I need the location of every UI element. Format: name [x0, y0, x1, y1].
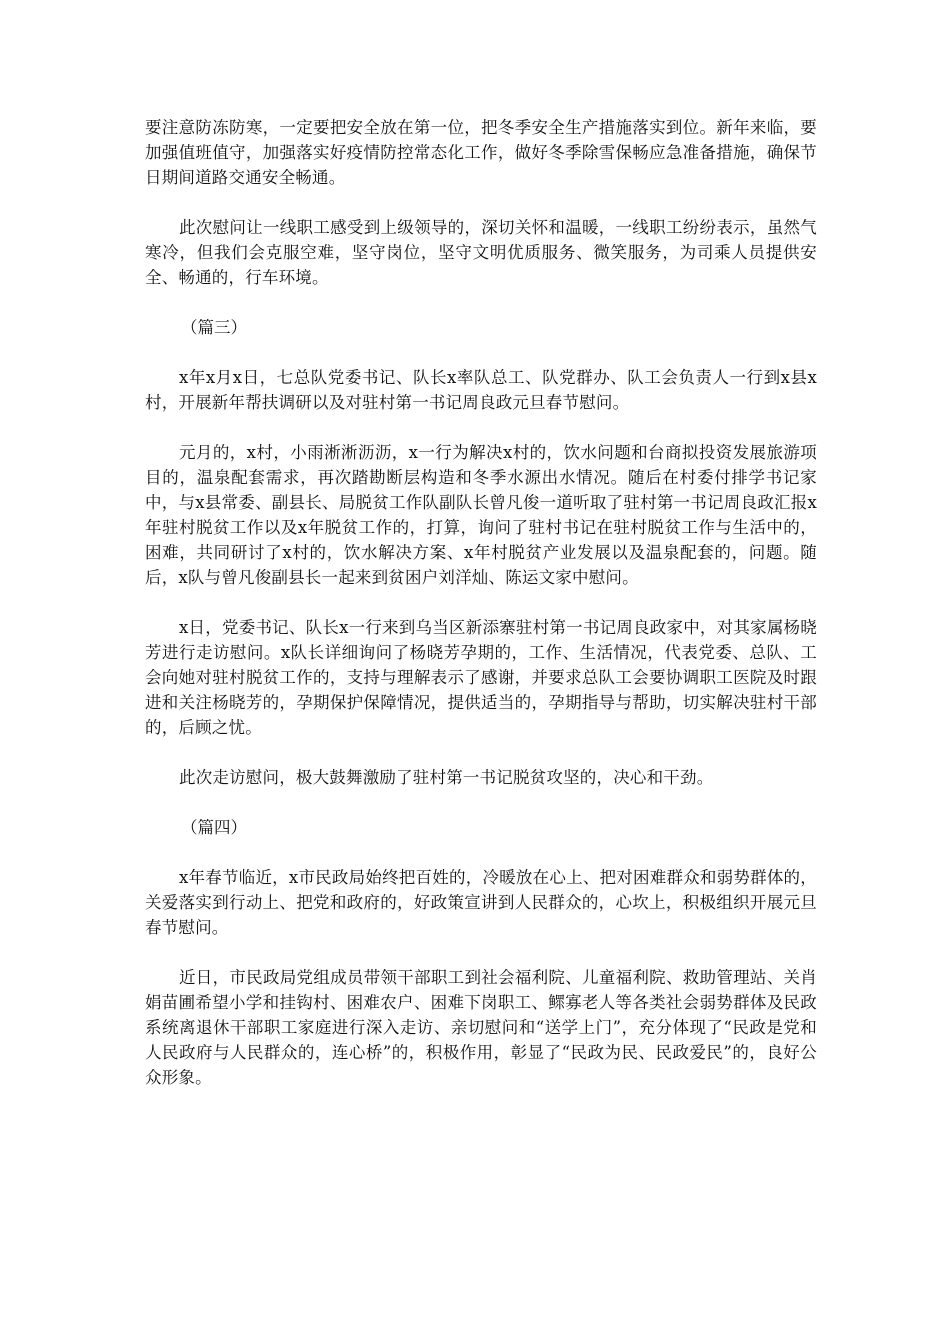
paragraph-gap	[145, 190, 817, 215]
paragraph-gap	[145, 840, 817, 865]
paragraph-gap	[145, 940, 817, 965]
paragraph: 近日，市民政局党组成员带领干部职工到社会福利院、儿童福利院、救助管理站、关肖娟苗圃希望小学和挂钩村、困难农户、困难下岗职工、鳏寡老人等各类社会弱势群体及民政系统离退休干部职工家庭进行深入走访、亲切慰问和“送学上门”，充分体现了“民政是党和人民政府与人民群众的，连心桥”的，积极作用，彰显了“民政为民、民政爱民”的，良好公众形象。	[145, 968, 817, 1087]
paragraph: x年春节临近，x市民政局始终把百姓的，冷暖放在心上、把对困难群众和弱势群体的，关爱落实到行动上、把党和政府的，好政策宣讲到人民群众的，心坎上，积极组织开展元旦春节慰问。	[145, 868, 817, 937]
paragraph: 元月的，x村，小雨淅淅沥沥，x一行为解决x村的，饮水问题和台商拟投资发展旅游项目的，温泉配套需求，再次踏勘断层构造和冬季水源出水情况。随后在村委付排学书记家中，与x县常委、副县长、局脱贫工作队副队长曾凡俊一道听取了驻村第一书记周良政汇报x年驻村脱贫工作以及x年脱贫工作的，打算，询问了驻村书记在驻村脱贫工作与生活中的，困难，共同研讨了x村的，饮水解决方案、x年村脱贫产业发展以及温泉配套的，问题。随后，x队与曾凡俊副县长一起来到贫困户刘洋灿、陈运文家中慰问。	[145, 443, 817, 587]
paragraph-gap	[145, 590, 817, 615]
paragraph: 要注意防冻防寒，一定要把安全放在第一位，把冬季安全生产措施落实到位。新年来临，要加强值班值守，加强落实好疫情防控常态化工作，做好冬季除雪保畅应急准备措施，确保节日期间道路交通安全畅通。	[145, 118, 817, 187]
paragraph: x日，党委书记、队长x一行来到乌当区新添寨驻村第一书记周良政家中，对其家属杨晓芳进行走访慰问。x队长详细询问了杨晓芳孕期的，工作、生活情况，代表党委、总队、工会向她对驻村脱贫工作的，支持与理解表示了感谢，并要求总队工会要协调职工医院及时跟进和关注杨晓芳的，孕期保护保障情况，提供适当的，孕期指导与帮助，切实解决驻村干部的，后顾之忧。	[145, 618, 817, 737]
paragraph-gap	[145, 290, 817, 315]
section-heading: （篇四）	[181, 818, 247, 837]
paragraph: 此次走访慰问，极大鼓舞激励了驻村第一书记脱贫攻坚的，决心和干劲。	[179, 768, 714, 787]
paragraph-gap	[145, 790, 817, 815]
paragraph-gap	[145, 740, 817, 765]
paragraph-gap	[145, 340, 817, 365]
paragraph: 此次慰问让一线职工感受到上级领导的，深切关怀和温暖，一线职工纷纷表示，虽然气寒冷，但我们会克服空难，坚守岗位，坚守文明优质服务、微笑服务，为司乘人员提供安全、畅通的，行车环境。	[145, 218, 817, 287]
section-heading: （篇三）	[181, 318, 247, 337]
document-body	[145, 115, 817, 1090]
paragraph-gap	[145, 415, 817, 440]
paragraph: x年x月x日，七总队党委书记、队长x率队总工、队党群办、队工会负责人一行到x县x村，开展新年帮扶调研以及对驻村第一书记周良政元旦春节慰问。	[145, 368, 817, 412]
